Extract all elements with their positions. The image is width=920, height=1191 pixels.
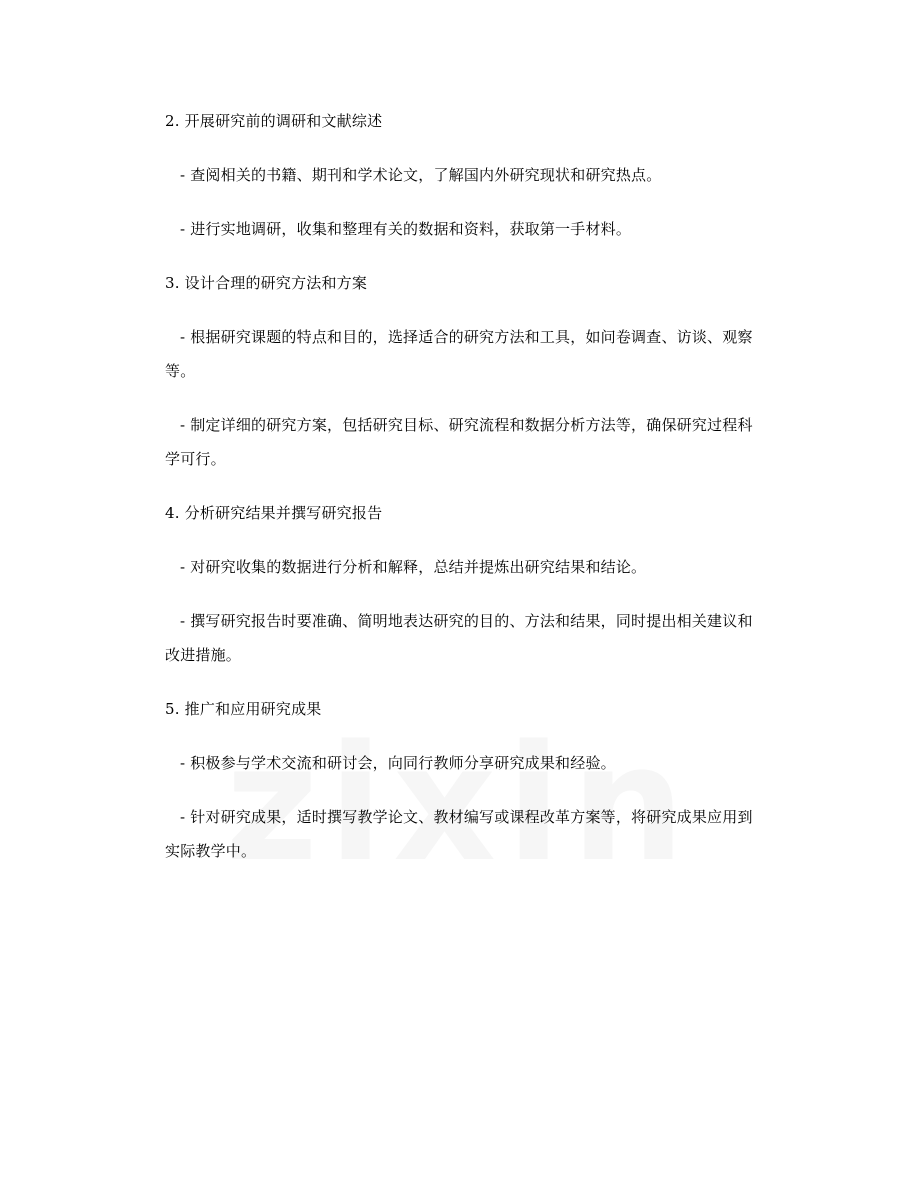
- list-item: - 针对研究成果，适时撰写教学论文、教材编写或课程改革方案等，将研究成果应用到实际教学中。: [165, 808, 753, 860]
- list-item: - 制定详细的研究方案，包括研究目标、研究流程和数据分析方法等，确保研究过程科学可行。: [165, 416, 753, 468]
- document-body: [165, 104, 765, 888]
- section-heading: 3. 设计合理的研究方法和方案: [165, 274, 368, 292]
- list-item: - 根据研究课题的特点和目的，选择适合的研究方法和工具，如问卷调查、访谈、观察等。: [165, 328, 753, 380]
- section-heading: 4. 分析研究结果并撰写研究报告: [165, 504, 383, 522]
- section-heading: 5. 推广和应用研究成果: [165, 700, 322, 718]
- list-item: - 查阅相关的书籍、期刊和学术论文，了解国内外研究现状和研究热点。: [180, 166, 662, 184]
- list-item: - 撰写研究报告时要准确、简明地表达研究的目的、方法和结果，同时提出相关建议和改进措施。: [165, 612, 753, 664]
- list-item: - 对研究收集的数据进行分析和解释，总结并提炼出研究结果和结论。: [180, 558, 647, 576]
- list-item: - 积极参与学术交流和研讨会，向同行教师分享研究成果和经验。: [180, 754, 616, 772]
- section-heading: 2. 开展研究前的调研和文献综述: [165, 112, 383, 130]
- list-item: - 进行实地调研，收集和整理有关的数据和资料，获取第一手材料。: [180, 220, 632, 238]
